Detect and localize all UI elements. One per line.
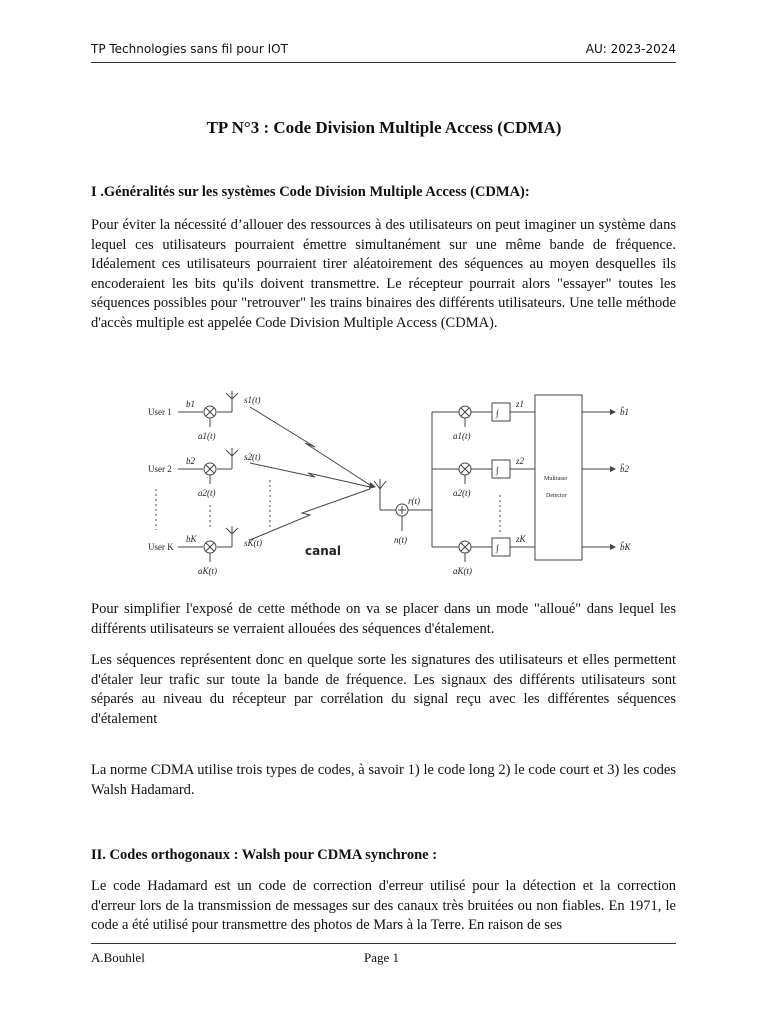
cdma-system-diagram	[140, 385, 660, 585]
paragraph-code-types: La norme CDMA utilise trois types de codes, à savoir 1) le code long 2) le code court et 3) les codes Walsh Hadamard.	[91, 762, 676, 798]
detector-label-line-1: Multiuser	[544, 476, 568, 482]
rx-code-k-label: aK(t)	[453, 566, 472, 576]
footer-divider	[91, 943, 676, 944]
rx-code-1-label: a1(t)	[453, 431, 471, 441]
bit-1-label: b1	[186, 399, 195, 409]
signal-2-label: s2(t)	[244, 452, 261, 462]
channel-label: canal	[305, 544, 341, 558]
cdma-diagram-svg	[140, 385, 660, 585]
z-1-label: z1	[516, 399, 525, 409]
header-divider	[91, 62, 676, 63]
output-2-label: b̂2	[620, 464, 629, 474]
page-header	[91, 42, 676, 58]
signal-1-label: s1(t)	[244, 395, 261, 405]
integrator-2: ∫	[496, 465, 499, 475]
user-k-label: User K	[148, 542, 174, 552]
section-1-paragraph: Pour éviter la nécessité d’allouer des ressources à des utilisateurs on peut imaginer un système dans lequel ces utilisateurs pourraient émettre simultanément sur une même bande de fréquence. Idéalement ces utilisateurs pourraient tirer aléatoirement des séquences au moyen desquelles ils encoderaient les bits qu'ils doivent transmettre. Le récepteur pourrait alors "essayer" toutes les séquences possibles pour "retrouver" les trains binaires des différents utilisateurs. Une telle méthode d'accès multiple est appelée Code Division Multiple Access (CDMA).	[91, 217, 676, 331]
header-course-title: TP Technologies sans fil pour IOT	[91, 42, 288, 56]
bit-k-label: bK	[186, 534, 197, 544]
section-2-paragraph: Le code Hadamard est un code de correction d'erreur utilisé pour la détection et la correction d'erreur lors de la transmission de messages sur des canaux très bruitées ou non fiables. En 1971, le code a été utilisé pour transmettre des photos de Mars à la Terre. En raison de ses	[91, 878, 676, 933]
header-academic-year: AU: 2023-2024	[585, 42, 676, 56]
rx-code-2-label: a2(t)	[453, 488, 471, 498]
page-title: TP N°3 : Code Division Multiple Access (CDMA)	[206, 118, 562, 137]
footer-page-number: Page 1	[364, 950, 400, 965]
user-1-label: User 1	[148, 407, 172, 417]
integrator-1: ∫	[496, 408, 499, 418]
user-2-label: User 2	[148, 464, 172, 474]
received-signal-label: r(t)	[408, 496, 420, 506]
footer-author: A.Bouhlel	[91, 950, 145, 965]
section-2-heading: II. Codes orthogonaux : Walsh pour CDMA synchrone :	[91, 847, 438, 863]
section-1-heading: I .Généralités sur les systèmes Code Division Multiple Access (CDMA):	[91, 184, 530, 200]
bit-2-label: b2	[186, 456, 195, 466]
code-1-label: a1(t)	[198, 431, 216, 441]
paragraph-sequences: Les séquences représentent donc en quelque sorte les signatures des utilisateurs et elles permettent d'étaler leur trafic sur toute la bande de fréquence. Les signaux des différents utilisateurs sont séparés au niveau du récepteur par corrélation du signal reçu avec les différentes séquences d'étalement	[91, 652, 676, 727]
code-k-label: aK(t)	[198, 566, 217, 576]
integrator-k: ∫	[496, 543, 499, 553]
detector-label-line-2: Detector	[546, 493, 567, 499]
paragraph-allocated-mode: Pour simplifier l'exposé de cette méthode on va se placer dans un mode "alloué" dans lequel les différents utilisateurs se verraient allouées des séquences d'étalement.	[91, 601, 676, 637]
code-2-label: a2(t)	[198, 488, 216, 498]
noise-label: n(t)	[394, 535, 407, 545]
z-k-label: zK	[516, 534, 526, 544]
signal-k-label: sK(t)	[244, 538, 262, 548]
z-2-label: z2	[516, 456, 525, 466]
output-1-label: b̂1	[620, 407, 629, 417]
output-k-label: b̂K	[620, 542, 631, 552]
